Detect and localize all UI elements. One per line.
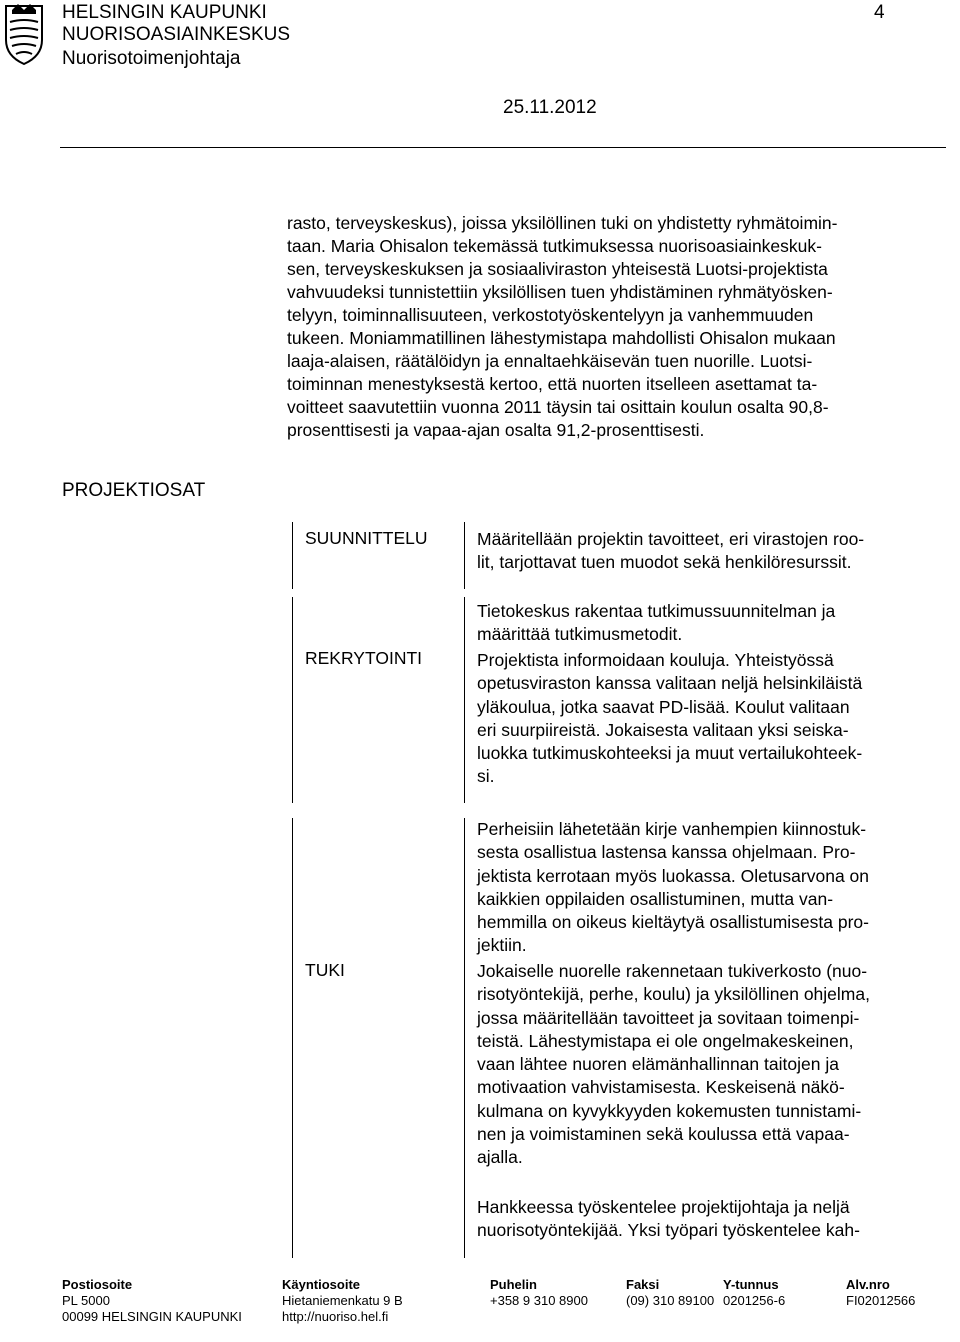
text-line: nen ja voimistaminen sekä koulussa että vapaa- — [477, 1124, 850, 1145]
footer-kayntiosoite — [282, 1277, 403, 1325]
text-line: jossa määritellään tavoitteet ja sovitaan toimenpi- — [477, 1007, 860, 1028]
table-border-left — [292, 597, 293, 803]
footer-label: Faksi — [626, 1277, 660, 1292]
text-line: sesta osallistua lastensa kanssa ohjelmaan. Pro- — [477, 842, 856, 863]
footer-faksi — [626, 1277, 714, 1309]
header-org: HELSINGIN KAUPUNKI — [62, 2, 267, 23]
rekrytointi-parent-letter — [477, 818, 947, 958]
text-line: Projektista informoidaan kouluja. Yhteistyössä — [477, 650, 834, 670]
footer-value: 0201256-6 — [723, 1293, 786, 1308]
text-line: Hankkeessa työskentelee projektijohtaja ja neljä — [477, 1197, 850, 1217]
text-line: teistä. Lähestymistapa ei ole ongelmakeskeinen, — [477, 1030, 854, 1051]
footer-value: (09) 310 89100 — [626, 1293, 715, 1308]
text-line: kulmana on kyvykkyyden kokemusten tunnistami- — [477, 1100, 862, 1121]
footer-website-link[interactable]: http://nuoriso.hel.fi — [282, 1309, 389, 1324]
text-line: luokka tutkimuskohteeksi ja muut vertailukohteek- — [477, 743, 863, 764]
text-line: si. — [477, 766, 495, 787]
text-line: Jokaiselle nuorelle rakennetaan tukiverkosto (nuo- — [477, 961, 868, 981]
suunnittelu-description — [477, 528, 947, 575]
footer-value: +358 9 310 8900 — [490, 1293, 588, 1308]
footer-value: 00099 HELSINGIN KAUPUNKI — [62, 1309, 242, 1324]
header-role: Nuorisotoimenjohtaja — [62, 48, 241, 69]
text-line: opetusviraston kanssa valitaan neljä helsinkiläistä — [477, 673, 863, 694]
text-line: Määritellään projektin tavoitteet, eri virastojen roo- — [477, 529, 865, 549]
footer-label: Postiosoite — [62, 1277, 133, 1292]
text-line: voitteet saavutettiin vuonna 2011 täysin tai osittain koulun osalta 90,8- — [287, 397, 829, 417]
header-divider — [60, 147, 946, 148]
table-border-right — [464, 597, 465, 803]
table-border-right — [464, 818, 465, 1258]
text-line: Tietokeskus rakentaa tutkimussuunnitelman ja — [477, 601, 836, 621]
table-border-right — [464, 522, 465, 589]
text-line: laaja-alaisen, räätälöidyn ja ennaltaehkäisevän tuen nuorille. Luotsi- — [287, 351, 813, 371]
text-line: taan. Maria Ohisalon tekemässä tutkimuksessa nuorisoasiainkeskuk- — [287, 236, 822, 256]
text-line: kaikkien oppilaiden osallistuminen, mutta van- — [477, 888, 834, 909]
text-line: eri suurpiireistä. Jokaisesta valitaan yksi seiska- — [477, 719, 849, 740]
phase-label-rekrytointi: REKRYTOINTI — [305, 648, 423, 668]
footer-value: Hietaniemenkatu 9 B — [282, 1293, 403, 1308]
table-border-left — [292, 818, 293, 1258]
text-line: vaan lähtee nuoren elämänhallinnan taitojen ja — [477, 1054, 839, 1075]
footer-label: Alv.nro — [846, 1277, 890, 1292]
text-line: rasto, terveyskeskus), joissa yksilöllinen tuki on yhdistetty ryhmätoimin- — [287, 213, 838, 233]
text-line: lit, tarjottavat tuen muodot sekä henkilöresurssit. — [477, 552, 852, 573]
text-line: vahvuudeksi tunnistettiin yksilöllisen tuen yhdistäminen ryhmätyösken- — [287, 282, 833, 302]
text-line: jektista kerrotaan myös luokassa. Oletusarvona on — [477, 865, 869, 886]
table-border-left — [292, 522, 293, 589]
footer-postiosoite — [62, 1277, 242, 1325]
text-line: prosenttisesti ja vapaa-ajan osalta 91,2-prosenttisesti. — [287, 420, 705, 440]
document-date: 25.11.2012 — [503, 97, 597, 118]
text-line: nuorisotyöntekijää. Yksi työpari työskentelee kah- — [477, 1220, 860, 1241]
text-line: Perheisiin lähetetään kirje vanhempien kiinnostuk- — [477, 819, 867, 839]
text-line: tukeen. Moniammatillinen lähestymistapa mahdollisti Ohisalon mukaan — [287, 328, 836, 348]
text-line: telyyn, toiminnallisuuteen, verkostotyöskentelyyn ja vanhemmuuden — [287, 305, 814, 325]
text-line: ajalla. — [477, 1147, 523, 1168]
rekrytointi-research-plan — [477, 600, 947, 647]
tuki-staffing — [477, 1196, 947, 1243]
text-line: sen, terveyskeskuksen ja sosiaaliviraston yhteisestä Luotsi-projektista — [287, 259, 828, 279]
text-line: hemmilla on oikeus kieltäytyä osallistumisesta pro- — [477, 912, 869, 933]
text-line: motivaation vahvistamisesta. Keskeisenä näkö- — [477, 1077, 845, 1098]
rekrytointi-school-selection — [477, 649, 947, 789]
helsinki-crest-logo — [2, 2, 46, 66]
text-line: toiminnan menestyksestä kertoo, että nuorten itselleen asettamat ta- — [287, 374, 818, 394]
footer-puhelin — [490, 1277, 588, 1309]
text-line: jektiin. — [477, 935, 527, 956]
text-line: yläkoulua, jotka saavat PD-lisää. Koulut valitaan — [477, 696, 850, 717]
footer-label: Käyntiosoite — [282, 1277, 361, 1292]
phase-label-tuki: TUKI — [305, 960, 345, 980]
footer-label: Puhelin — [490, 1277, 537, 1292]
footer-label: Y-tunnus — [723, 1277, 779, 1292]
header-department: NUORISOASIAINKESKUS — [62, 24, 291, 45]
intro-paragraph — [287, 212, 941, 442]
text-line: määrittää tutkimusmetodit. — [477, 624, 683, 645]
text-line: risotyöntekijä, perhe, koulu) ja yksilöllinen ohjelma, — [477, 984, 870, 1005]
section-title: PROJEKTIOSAT — [62, 480, 206, 501]
footer-alvnro — [846, 1277, 915, 1309]
tuki-support-network — [477, 960, 947, 1170]
page-number: 4 — [874, 2, 885, 23]
footer-value: FI02012566 — [846, 1293, 916, 1308]
footer-value: PL 5000 — [62, 1293, 110, 1308]
phase-label-suunnittelu: SUUNNITTELU — [305, 528, 428, 548]
footer-ytunnus — [723, 1277, 785, 1309]
